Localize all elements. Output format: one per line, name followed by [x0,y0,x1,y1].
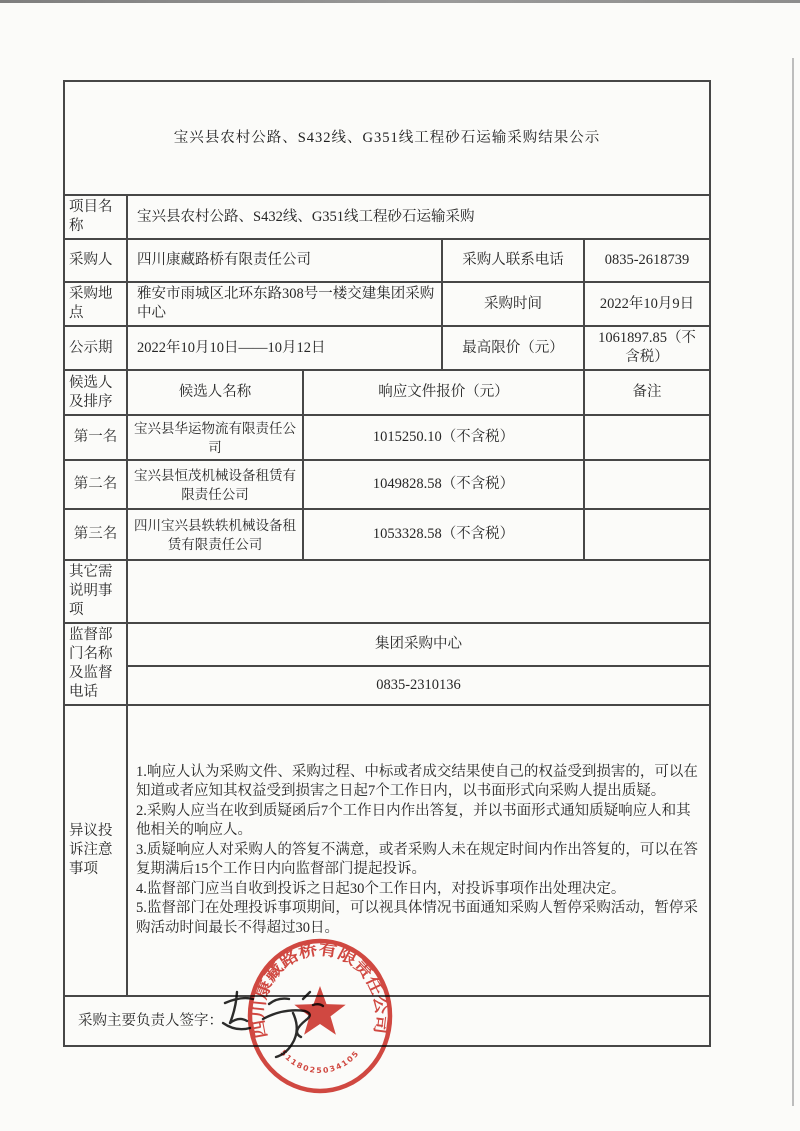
document-title: 宝兴县农村公路、S432线、G351线工程砂石运输采购结果公示 [64,81,710,195]
candidate-row-3 [64,509,710,560]
purchase-time-label: 采购时间 [442,282,584,326]
candidate-name: 宝兴县恒茂机械设备租赁有限责任公司 [127,460,303,509]
purchaser-label: 采购人 [64,239,127,282]
project-name-label: 项目名称 [64,195,127,239]
supervision-phone-value: 0835-2310136 [127,666,710,705]
candidate-rank: 第三名 [64,509,127,560]
location-label: 采购地点 [64,282,127,326]
candidate-price: 1015250.10（不含税） [303,415,584,460]
publicity-period-label: 公示期 [64,326,127,370]
objection-item-4: 4.监督部门应当自收到投诉之日起30个工作日内，对投诉事项作出处理决定。 [136,880,626,897]
max-price-label: 最高限价（元） [442,326,584,370]
other-notes-value [127,560,710,623]
candidate-name-header: 候选人名称 [127,370,303,415]
objection-notes-label: 异议投诉注意事项 [64,705,127,996]
candidate-price: 1049828.58（不含税） [303,460,584,509]
publicity-period-value: 2022年10月10日——10月12日 [127,326,442,370]
objection-item-5: 5.监督部门在处理投诉事项期间，可以视具体情况书面通知采购人暂停采购活动，暂停采购活动时间最长不得超过30日。 [136,900,698,936]
supervision-dept-value: 集团采购中心 [127,623,710,666]
seal-number: 5118025034105 [278,1048,361,1075]
supervision-label: 监督部门名称及监督电话 [64,623,127,705]
location-value: 雅安市雨城区北环东路308号一楼交建集团采购中心 [127,282,442,326]
purchaser-phone-value: 0835-2618739 [584,239,710,282]
candidate-name: 宝兴县华运物流有限责任公司 [127,415,303,460]
candidate-rank: 第二名 [64,460,127,509]
signature-label: 采购主要负责人签字： [78,1012,223,1029]
candidate-price-header: 响应文件报价（元） [303,370,584,415]
project-name-value: 宝兴县农村公路、S432线、G351线工程砂石运输采购 [127,195,710,239]
candidate-remark-header: 备注 [584,370,710,415]
candidate-row-1 [64,415,710,460]
candidate-remark [584,509,710,560]
announcement-table [63,80,709,1047]
other-notes-label: 其它需说明事项 [64,560,127,623]
candidates-label: 候选人及排序 [64,370,127,415]
candidate-row-2 [64,460,710,509]
candidate-price: 1053328.58（不含税） [303,509,584,560]
purchaser-value: 四川康藏路桥有限责任公司 [127,239,442,282]
candidate-remark [584,460,710,509]
handwritten-signature [213,983,343,1073]
objection-item-1: 1.响应人认为采购文件、采购过程、中标或者成交结果使自己的权益受到损害的，可以在知道或者应知其权益受到损害之日起7个工作日内，以书面形式向采购人提出质疑。 [136,763,698,800]
objection-item-3: 3.质疑响应人对采购人的答复不满意，或者采购人未在规定时间内作出答复的，可以在答复期满后15个工作日内向监督部门提起投诉。 [136,841,698,878]
purchase-time-value: 2022年10月9日 [584,282,710,326]
scan-top-edge-shadow [0,0,800,3]
scan-right-edge-shadow [792,58,794,1106]
candidate-name: 四川宝兴县轶轶机械设备租赁有限责任公司 [127,509,303,560]
candidate-rank: 第一名 [64,415,127,460]
objection-notes-text [127,705,710,996]
candidate-remark [584,415,710,460]
objection-item-2: 2.采购人应当在收到质疑函后7个工作日内作出答复，并以书面形式通知质疑响应人和其他相关的响应人。 [136,802,691,839]
purchaser-phone-label: 采购人联系电话 [442,239,584,282]
seal-company-name: 四川康藏路桥有限责任公司 [250,941,390,1040]
max-price-value: 1061897.85（不含税） [584,326,710,370]
